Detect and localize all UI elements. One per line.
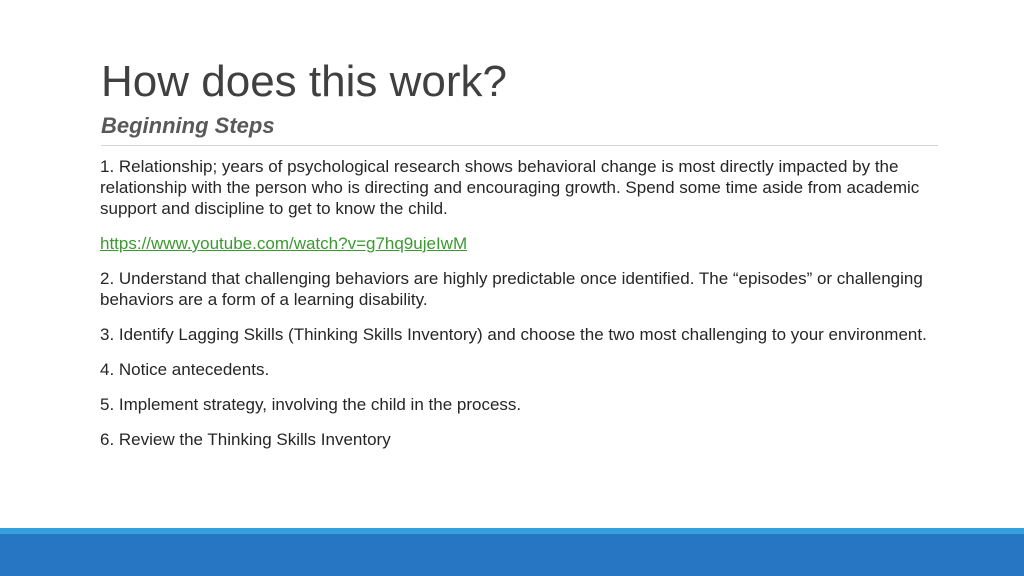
step-identify-lagging-skills: 3. Identify Lagging Skills (Thinking Skills Inventory) and choose the two most challenging to your environment. (100, 325, 927, 344)
step-implement-strategy: 5. Implement strategy, involving the child in the process. (100, 395, 522, 414)
step-understand-behaviors: 2. Understand that challenging behaviors are highly predictable once identified. The “episodes” or challenging behaviors are a form of a learning disability. (100, 269, 923, 309)
slide-content (100, 156, 950, 464)
step-notice-antecedents: 4. Notice antecedents. (100, 360, 270, 379)
slide-title: How does this work? (101, 57, 507, 106)
step-relationship: 1. Relationship; years of psychological research shows behavioral change is most directly impacted by the relationship with the person who is directing and encouraging growth. Spend some time aside from academic support and discipline to get to know the child. (100, 157, 920, 218)
step-review-inventory: 6. Review the Thinking Skills Inventory (100, 430, 391, 449)
footer-bar (0, 534, 1024, 576)
youtube-link-paragraph (100, 233, 950, 254)
youtube-link[interactable]: https://www.youtube.com/watch?v=g7hq9ujeIwM (100, 234, 468, 253)
title-divider (101, 145, 938, 146)
slide-subtitle: Beginning Steps (101, 113, 275, 138)
